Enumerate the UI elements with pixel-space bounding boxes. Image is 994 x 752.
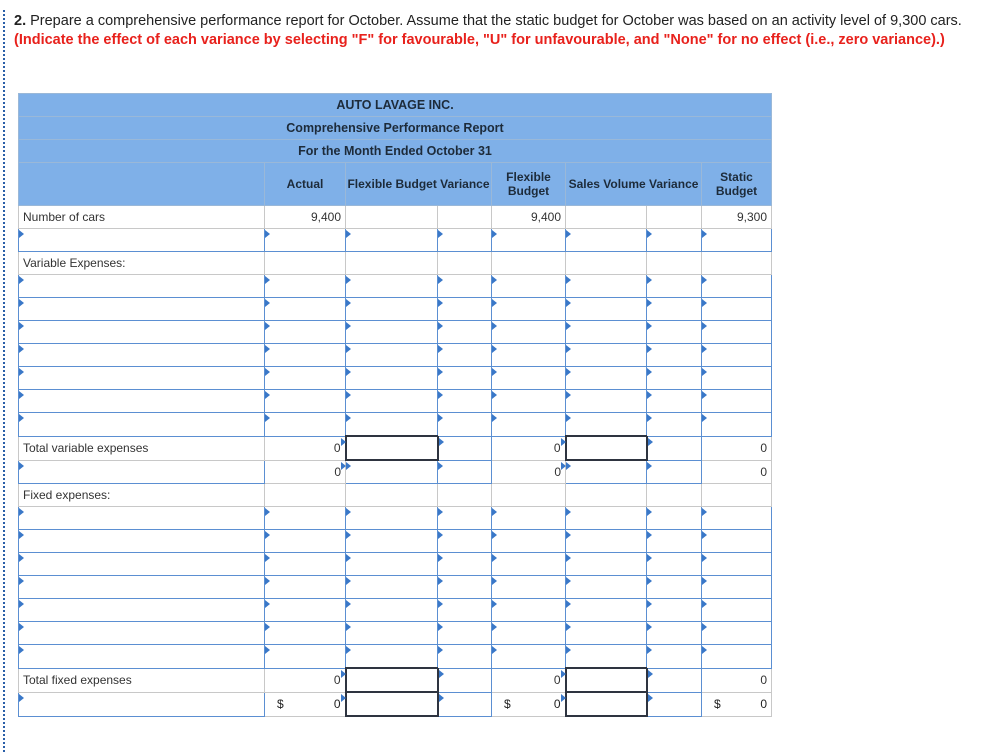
- grand-flexible-cell: [492, 692, 566, 716]
- col-flexible-budget: Flexible Budget: [492, 163, 566, 206]
- variable-row: [19, 390, 772, 413]
- input-cell[interactable]: [265, 413, 346, 437]
- input-cell[interactable]: [702, 599, 772, 622]
- input-cell[interactable]: [265, 622, 346, 645]
- input-cell[interactable]: [702, 530, 772, 553]
- variance-select[interactable]: [647, 436, 702, 460]
- cars-static: 9,300: [702, 206, 772, 229]
- performance-report: [18, 93, 772, 717]
- variance-select[interactable]: [647, 298, 702, 321]
- input-cell[interactable]: [346, 390, 438, 413]
- variance-select[interactable]: [438, 436, 492, 460]
- variance-select[interactable]: [438, 390, 492, 413]
- cars-label: Number of cars: [19, 206, 265, 229]
- fixed-row: [19, 553, 772, 576]
- sub-variable-flexible: 0: [492, 460, 566, 484]
- input-cell[interactable]: [346, 507, 438, 530]
- input-cell[interactable]: [702, 275, 772, 298]
- variance-select[interactable]: [647, 599, 702, 622]
- input-cell[interactable]: [265, 645, 346, 669]
- variance-select[interactable]: [438, 622, 492, 645]
- input-cell[interactable]: [566, 367, 647, 390]
- variance-select[interactable]: [647, 321, 702, 344]
- variance-select[interactable]: [438, 576, 492, 599]
- expense-name-input[interactable]: [19, 507, 265, 530]
- col-flexible-budget-variance: Flexible Budget Variance: [346, 163, 492, 206]
- input-cell[interactable]: [566, 645, 647, 669]
- variance-select[interactable]: [438, 321, 492, 344]
- input-cell[interactable]: [492, 599, 566, 622]
- grand-sales-var-input[interactable]: [566, 692, 647, 716]
- expense-name-input[interactable]: [19, 344, 265, 367]
- report-period: For the Month Ended October 31: [19, 140, 772, 163]
- grand-actual-cell: [265, 692, 346, 716]
- input-cell[interactable]: [702, 576, 772, 599]
- variance-select[interactable]: [647, 507, 702, 530]
- input-cell[interactable]: [702, 413, 772, 437]
- input-cell[interactable]: [265, 321, 346, 344]
- fixed-row: [19, 576, 772, 599]
- input-cell[interactable]: [702, 344, 772, 367]
- variance-select[interactable]: [438, 530, 492, 553]
- input-cell[interactable]: [346, 367, 438, 390]
- input-cell[interactable]: [492, 413, 566, 437]
- input-cell[interactable]: [265, 367, 346, 390]
- fixed-row: [19, 507, 772, 530]
- input-cell[interactable]: [566, 576, 647, 599]
- input-cell[interactable]: [702, 622, 772, 645]
- input-cell[interactable]: [492, 530, 566, 553]
- variance-select[interactable]: [647, 668, 702, 692]
- question-border: [3, 10, 5, 752]
- label-col-header: [19, 163, 265, 206]
- variance-select[interactable]: [438, 298, 492, 321]
- input-cell[interactable]: [492, 390, 566, 413]
- input-cell[interactable]: [346, 298, 438, 321]
- input-cell[interactable]: [346, 622, 438, 645]
- total-variable-flex-var-input[interactable]: [346, 436, 438, 460]
- input-cell[interactable]: [492, 321, 566, 344]
- input-cell[interactable]: [265, 229, 346, 252]
- variance-select[interactable]: [647, 530, 702, 553]
- total-variable-static: 0: [702, 436, 772, 460]
- variance-select[interactable]: [438, 599, 492, 622]
- total-fixed-actual: 0: [265, 668, 346, 692]
- cars-actual: 9,400: [265, 206, 346, 229]
- variable-row: [19, 275, 772, 298]
- input-cell[interactable]: [566, 229, 647, 252]
- total-variable-flexible: 0: [492, 436, 566, 460]
- expense-name-input[interactable]: [19, 645, 265, 669]
- report-table: [18, 93, 772, 717]
- input-cell[interactable]: [566, 344, 647, 367]
- report-title: Comprehensive Performance Report: [19, 117, 772, 140]
- fixed-row: [19, 622, 772, 645]
- input-cell[interactable]: [492, 367, 566, 390]
- variance-select[interactable]: [438, 367, 492, 390]
- input-cell[interactable]: [265, 275, 346, 298]
- input-cell[interactable]: [346, 645, 438, 669]
- variance-select[interactable]: [647, 692, 702, 716]
- input-cell[interactable]: [492, 344, 566, 367]
- variance-select[interactable]: [438, 668, 492, 692]
- net-label-input[interactable]: [19, 692, 265, 716]
- input-cell[interactable]: [346, 321, 438, 344]
- variance-select[interactable]: [438, 645, 492, 669]
- grand-flexible: 0: [553, 697, 561, 711]
- input-cell[interactable]: [566, 390, 647, 413]
- expense-name-input[interactable]: [19, 321, 265, 344]
- grand-actual: 0: [333, 697, 341, 711]
- question-number: 2.: [14, 13, 27, 29]
- input-cell[interactable]: [702, 298, 772, 321]
- variance-select[interactable]: [647, 460, 702, 484]
- variable-row: [19, 367, 772, 390]
- input-cell[interactable]: [346, 275, 438, 298]
- variance-select[interactable]: [438, 275, 492, 298]
- contribution-label-input[interactable]: [19, 460, 265, 484]
- sub-variable-static: 0: [702, 460, 772, 484]
- total-variable-actual: 0: [265, 436, 346, 460]
- expense-name-input[interactable]: [19, 599, 265, 622]
- input-cell[interactable]: [265, 553, 346, 576]
- input-cell[interactable]: [492, 645, 566, 669]
- input-cell[interactable]: [265, 599, 346, 622]
- input-cell[interactable]: [702, 553, 772, 576]
- fixed-label: Fixed expenses:: [19, 484, 265, 507]
- expense-name-input[interactable]: [19, 390, 265, 413]
- variable-row: [19, 298, 772, 321]
- input-cell[interactable]: [492, 622, 566, 645]
- input-cell[interactable]: [346, 530, 438, 553]
- expense-name-input[interactable]: [19, 530, 265, 553]
- cars-input-row: [19, 229, 772, 252]
- total-fixed-static: 0: [702, 668, 772, 692]
- total-fixed-flex-var-input[interactable]: [346, 668, 438, 692]
- input-cell[interactable]: [265, 390, 346, 413]
- input-cell[interactable]: [346, 576, 438, 599]
- fixed-row: [19, 599, 772, 622]
- input-cell[interactable]: [492, 229, 566, 252]
- input-cell[interactable]: [702, 390, 772, 413]
- col-sales-volume-variance: Sales Volume Variance: [566, 163, 702, 206]
- fixed-row: [19, 530, 772, 553]
- cars-label-input[interactable]: [19, 229, 265, 252]
- variance-select[interactable]: [647, 553, 702, 576]
- input-cell[interactable]: [566, 298, 647, 321]
- expense-name-input[interactable]: [19, 367, 265, 390]
- input-cell[interactable]: [566, 413, 647, 437]
- input-cell[interactable]: [346, 229, 438, 252]
- question-instruction: (Indicate the effect of each variance by selecting "F" for favourable, "U" for unfavourable, and "None" for no effect (i.e., zero variance).): [14, 32, 945, 48]
- grand-static: 0: [760, 697, 767, 711]
- sub-variable-actual: 0: [265, 460, 346, 484]
- input-cell[interactable]: [566, 553, 647, 576]
- input-cell[interactable]: [492, 275, 566, 298]
- input-cell[interactable]: [346, 599, 438, 622]
- variance-select[interactable]: [647, 344, 702, 367]
- variance-select[interactable]: [647, 413, 702, 437]
- variance-select[interactable]: [647, 367, 702, 390]
- total-variable-sales-var-input[interactable]: [566, 436, 647, 460]
- input-cell[interactable]: [265, 576, 346, 599]
- cars-flexible: 9,400: [492, 206, 566, 229]
- input-cell[interactable]: [566, 622, 647, 645]
- input-cell[interactable]: [346, 460, 438, 484]
- input-cell[interactable]: [566, 321, 647, 344]
- expense-name-input[interactable]: [19, 413, 265, 437]
- question-body: Prepare a comprehensive performance report for October. Assume that the static budget for October was based on an activity level of 9,300 cars.: [26, 13, 962, 29]
- question-text: [14, 12, 974, 50]
- input-cell[interactable]: [702, 507, 772, 530]
- variance-select[interactable]: [438, 344, 492, 367]
- input-cell[interactable]: [346, 413, 438, 437]
- variance-select[interactable]: [438, 460, 492, 484]
- input-cell[interactable]: [492, 576, 566, 599]
- input-cell[interactable]: [492, 507, 566, 530]
- variance-select[interactable]: [647, 645, 702, 669]
- input-cell[interactable]: [566, 275, 647, 298]
- total-fixed-flexible: 0: [492, 668, 566, 692]
- expense-name-input[interactable]: [19, 622, 265, 645]
- variable-row: [19, 413, 772, 437]
- input-cell[interactable]: [265, 298, 346, 321]
- expense-name-input[interactable]: [19, 576, 265, 599]
- input-cell[interactable]: [346, 553, 438, 576]
- variance-select[interactable]: [647, 622, 702, 645]
- input-cell[interactable]: [265, 344, 346, 367]
- input-cell[interactable]: [265, 507, 346, 530]
- input-cell[interactable]: [492, 553, 566, 576]
- fixed-row: [19, 645, 772, 669]
- total-fixed-label: Total fixed expenses: [19, 668, 265, 692]
- total-variable-label: Total variable expenses: [19, 436, 265, 460]
- variable-label: Variable Expenses:: [19, 252, 265, 275]
- grand-static-cell: [702, 692, 772, 716]
- variance-select[interactable]: [647, 576, 702, 599]
- expense-name-input[interactable]: [19, 298, 265, 321]
- col-static-budget: Static Budget: [702, 163, 772, 206]
- input-cell[interactable]: [566, 530, 647, 553]
- variable-row: [19, 321, 772, 344]
- currency-symbol: $: [714, 697, 721, 711]
- variance-select[interactable]: [438, 413, 492, 437]
- variance-select[interactable]: [647, 275, 702, 298]
- currency-symbol: $: [277, 697, 284, 711]
- input-cell[interactable]: [566, 460, 647, 484]
- currency-symbol: $: [504, 697, 511, 711]
- total-fixed-sales-var-input[interactable]: [566, 668, 647, 692]
- input-cell[interactable]: [702, 645, 772, 669]
- variable-row: [19, 344, 772, 367]
- input-cell[interactable]: [702, 321, 772, 344]
- variance-select[interactable]: [438, 553, 492, 576]
- col-actual: Actual: [265, 163, 346, 206]
- input-cell[interactable]: [265, 530, 346, 553]
- expense-name-input[interactable]: [19, 553, 265, 576]
- input-cell[interactable]: [566, 507, 647, 530]
- variance-select[interactable]: [438, 692, 492, 716]
- grand-flex-var-input[interactable]: [346, 692, 438, 716]
- input-cell[interactable]: [566, 599, 647, 622]
- input-cell[interactable]: [702, 229, 772, 252]
- input-cell[interactable]: [492, 298, 566, 321]
- variance-select[interactable]: [438, 507, 492, 530]
- expense-name-input[interactable]: [19, 275, 265, 298]
- input-cell[interactable]: [702, 367, 772, 390]
- variance-select[interactable]: [438, 229, 492, 252]
- variance-select[interactable]: [647, 390, 702, 413]
- variance-select[interactable]: [647, 229, 702, 252]
- input-cell[interactable]: [346, 344, 438, 367]
- company-name: AUTO LAVAGE INC.: [19, 94, 772, 117]
